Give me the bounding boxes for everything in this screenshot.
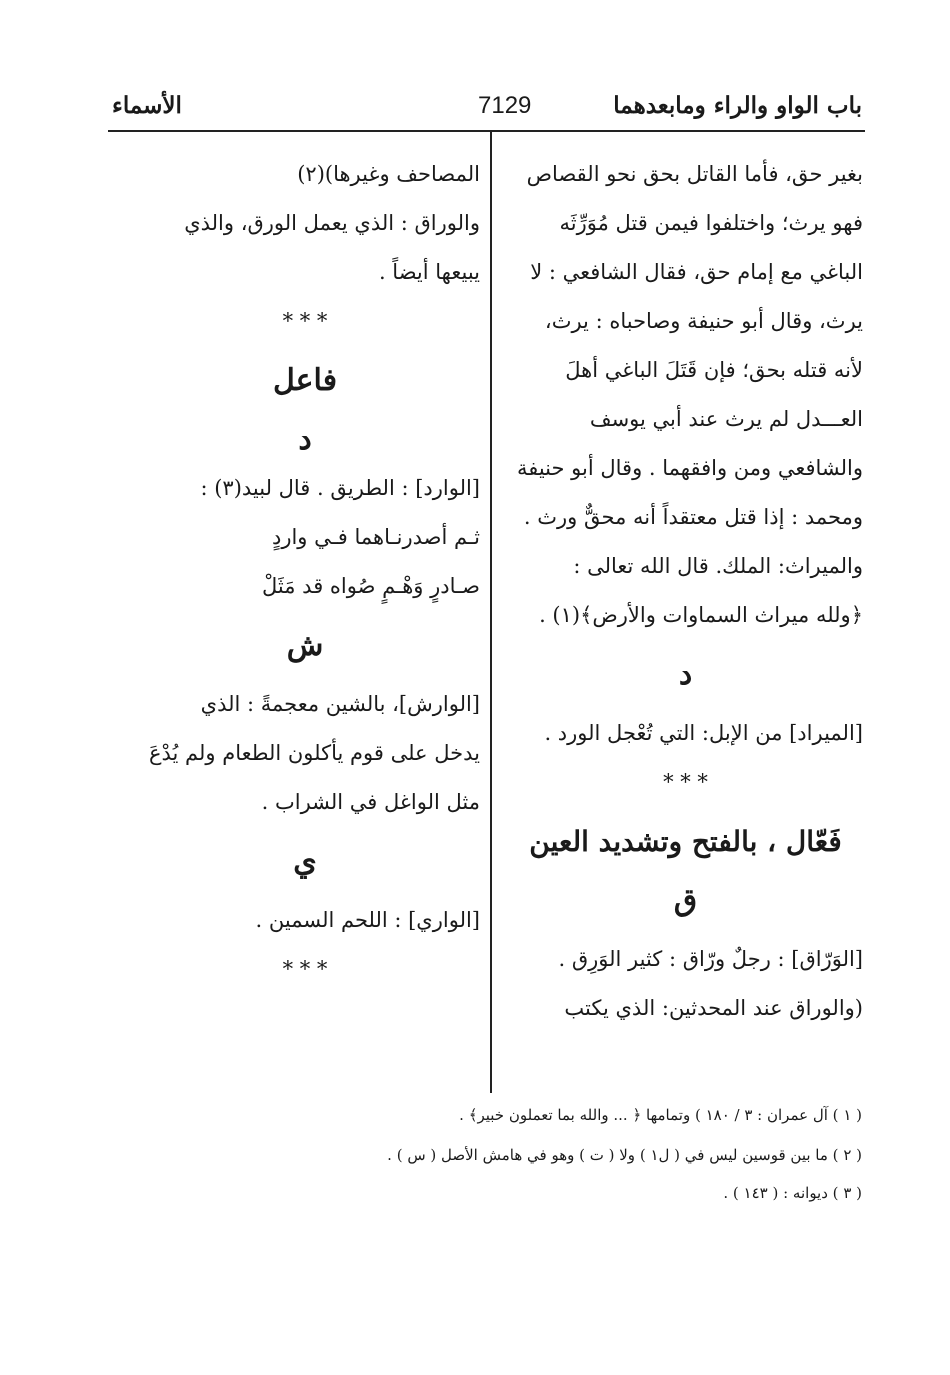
letter-heading-ya: ي (293, 844, 317, 879)
text-line: يرث، وقال أبو حنيفة وصاحباه : يرث، (544, 309, 863, 333)
right-column (508, 150, 863, 1033)
text-line: مثل الواغل في الشراب . (261, 790, 480, 814)
text-line: يدخل على قوم يأكلون الطعام ولم يُدْعَ (148, 741, 480, 765)
footnote-1: ( ١ ) آل عمران : ٣ / ١٨٠ ) وتمامها ﴿ ... والله بما تعملون خبير﴾ . (459, 1106, 862, 1124)
text-line: لأنه قتله بحق؛ فإن قَتَلَ الباغي أهلَ (565, 358, 863, 382)
section-header: الأسماء (112, 92, 182, 119)
text-line: المصاحف وغيرها)(٢) (297, 162, 480, 186)
entry-warish: [الوارش]، بالشين معجمةً : الذي (200, 692, 480, 716)
text-line: فهو يرث؛ واختلفوا فيمن قتل مُوَرِّثَه (559, 211, 863, 235)
quran-quote: ﴿ولله ميراث السماوات والأرض﴾(١) . (539, 603, 863, 627)
text-line: والوراق : الذي يعمل الورق، والذي (184, 211, 480, 235)
section-separator: * * * (282, 309, 328, 333)
poem-verse-2: صـادرٍ وَهْـمٍ صُواه قد مَثَلْ (262, 574, 480, 598)
text-line: (والوراق عند المحدثين: الذي يكتب (564, 996, 863, 1020)
letter-heading-dal: د (678, 657, 693, 692)
entry-mirad: [الميراد] من الإبل: التي تُعْجل الورد . (544, 721, 863, 745)
header-rule (108, 130, 865, 132)
left-column (130, 150, 480, 994)
column-divider (490, 131, 492, 1093)
text-line: بغير حق، فأما القاتل بحق نحو القصاص (526, 162, 863, 186)
entry-warraq: [الوَرّاق] : رجلٌ ورّاق : كثير الوَرِق . (558, 947, 863, 971)
section-separator: * * * (663, 770, 708, 794)
section-separator: * * * (282, 957, 328, 981)
entry-wari: [الواري] : اللحم السمين . (255, 908, 480, 932)
letter-heading-dal: د (298, 422, 312, 457)
pattern-heading-faal: فَعّال ، بالفتح وتشديد العين (529, 825, 842, 858)
footnote-2: ( ٢ ) ما بين قوسين ليس في ( ل١ ) ولا ( ت ) وهو في هامش الأصل ( س ) . (387, 1146, 862, 1164)
text-line: ومحمد : إذا قتل معتقداً أنه محقٌّ ورث . (523, 505, 863, 529)
pattern-heading-faail: فاعل (272, 363, 338, 398)
text-line: يبيعها أيضاً . (378, 260, 480, 284)
text-line: الباغي مع إمام حق، فقال الشافعي : لا (530, 260, 863, 284)
page-number: 7129 (478, 92, 532, 119)
text-line: العـــدل لم يرث عند أبي يوسف (589, 407, 863, 431)
letter-heading-shin: ش (286, 628, 324, 663)
chapter-header: باب الواو والراء ومابعدهما (613, 92, 862, 119)
text-line: والشافعي ومن وافقهما . وقال أبو حنيفة (516, 456, 863, 480)
poem-verse-1: ثـم أصدرنـاهما فـي واردٍ (271, 525, 480, 549)
text-line: والميراث: الملك. قال الله تعالى : (573, 554, 863, 578)
entry-warid: [الوارد] : الطريق . قال لبيد(٣) : (200, 476, 480, 500)
letter-heading-qaf: ق (673, 883, 698, 918)
footnote-3: ( ٣ ) ديوانه : ( ١٤٣ ) . (723, 1184, 862, 1202)
